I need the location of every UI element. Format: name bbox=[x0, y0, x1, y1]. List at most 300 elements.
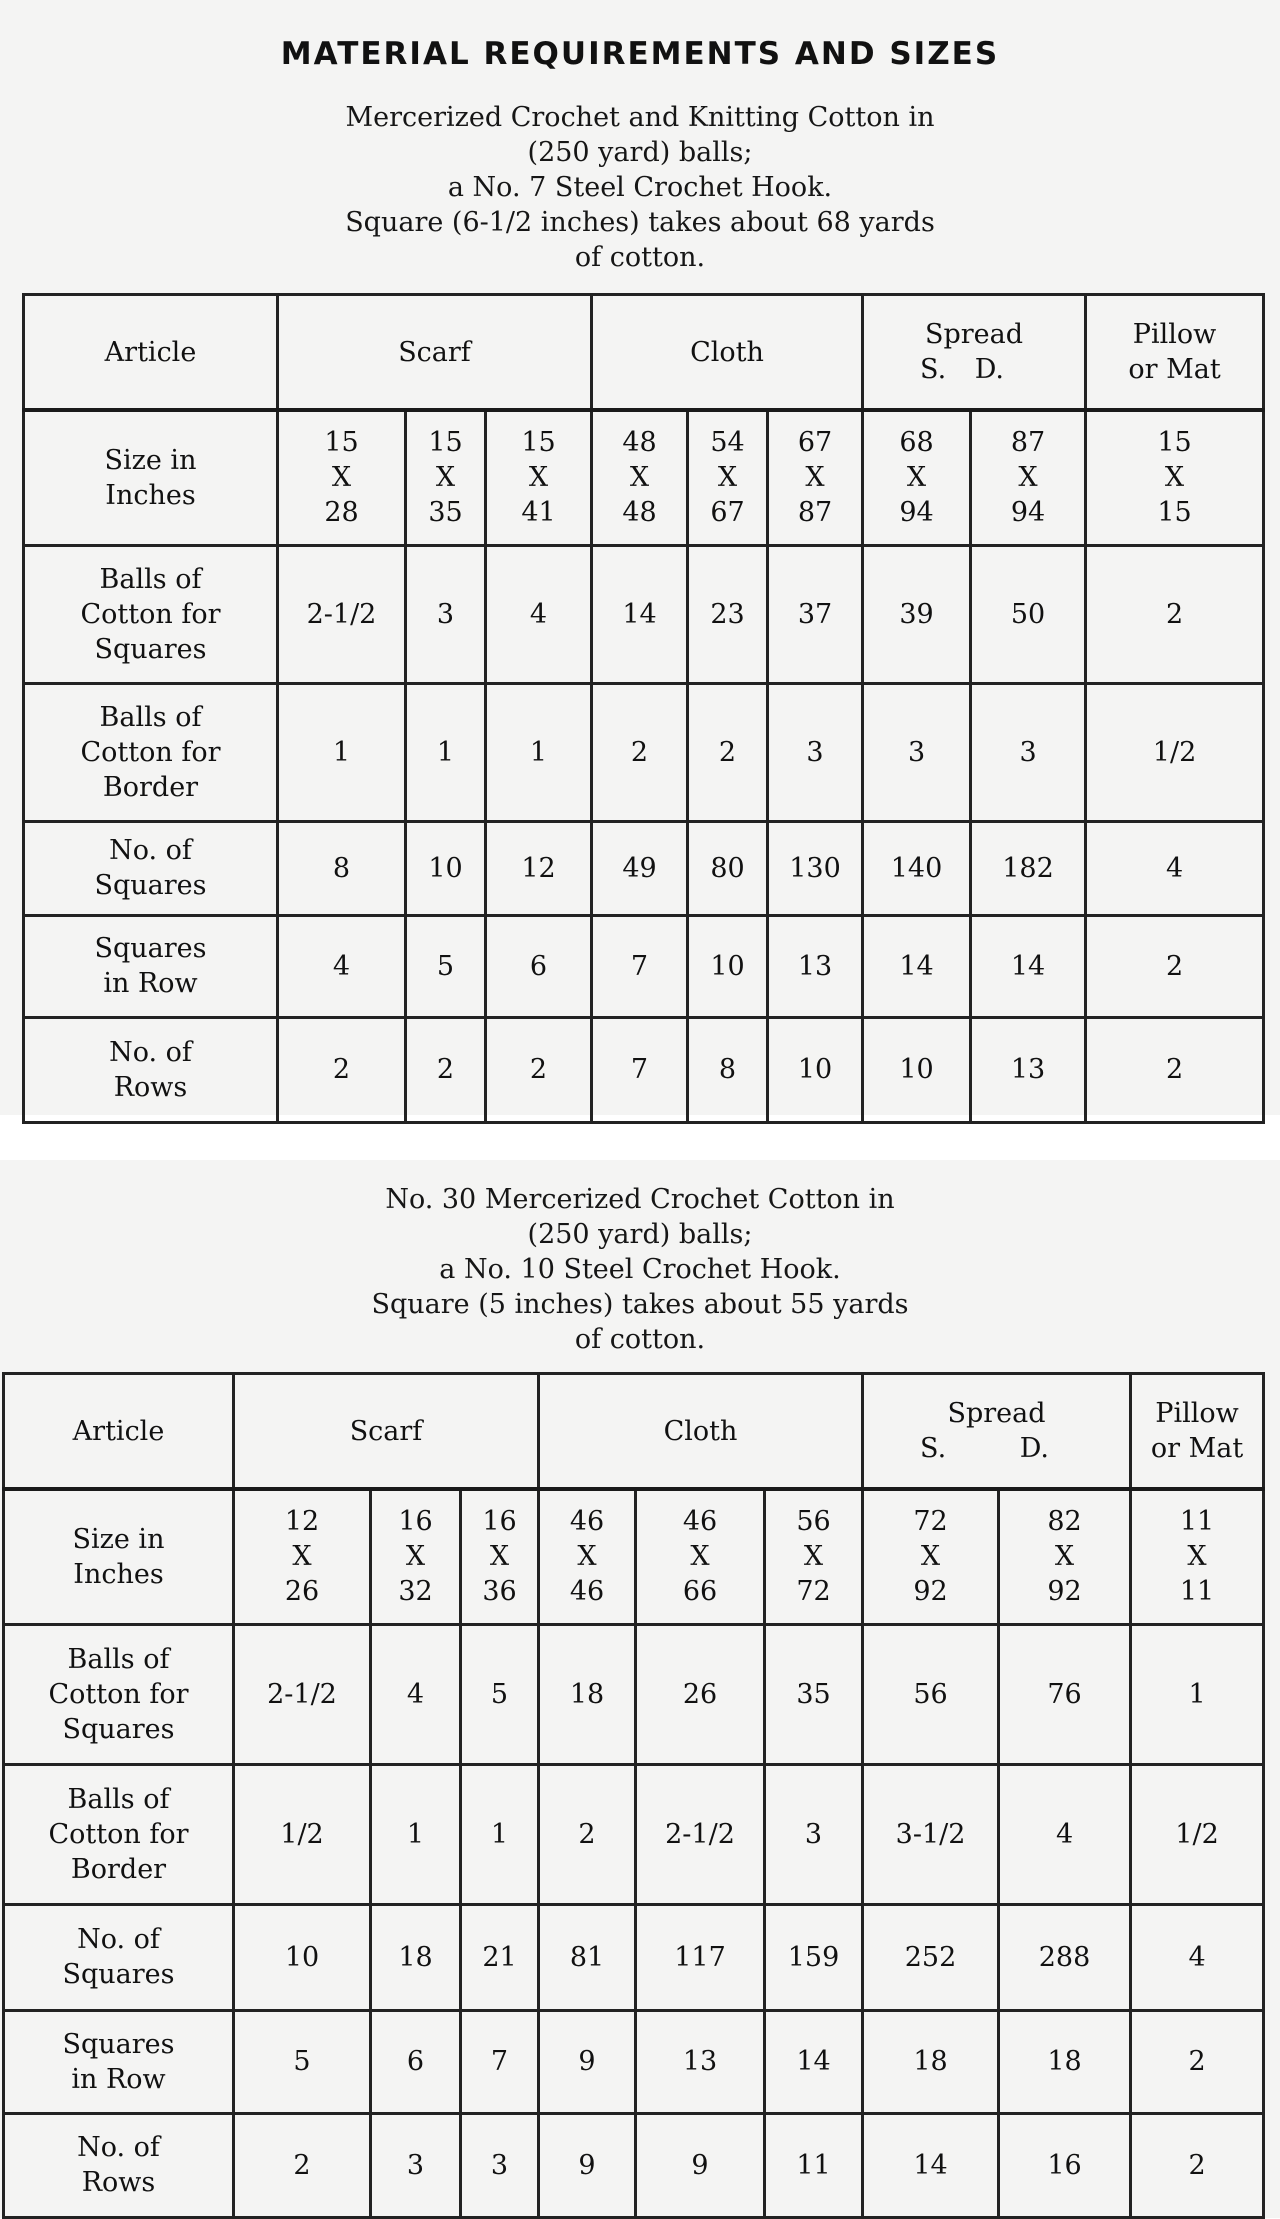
table-cell-line: 1 bbox=[406, 1818, 425, 1850]
page-title: MATERIAL REQUIREMENTS AND SIZES bbox=[280, 36, 1000, 72]
table-cell-line: 3 bbox=[490, 2149, 509, 2181]
table-cell-line: 2 bbox=[332, 1054, 351, 1085]
table-cell-line: 2 bbox=[1188, 2149, 1206, 2181]
table-cell-line: 1 bbox=[529, 736, 548, 768]
table-cell-line: 12 bbox=[521, 852, 556, 884]
table-cell-line: 18 bbox=[1047, 2046, 1082, 2077]
table-cell-line: 4 bbox=[1165, 852, 1184, 884]
table-cell bbox=[768, 1017, 863, 1122]
row-label-line: Size in bbox=[72, 1523, 165, 1555]
table-cell-line: 13 bbox=[1010, 1054, 1046, 1085]
intro-line: a No. 7 Steel Crochet Hook. bbox=[447, 172, 833, 203]
table-cell bbox=[688, 915, 768, 1017]
table-cell-line: 2 bbox=[1165, 950, 1184, 982]
table-cell-line: 15 bbox=[1157, 497, 1192, 529]
section-2-intro bbox=[0, 1182, 1280, 1357]
table-cell-line: X bbox=[577, 1541, 597, 1573]
table-row bbox=[24, 1017, 1264, 1122]
intro-line: No. 30 Mercerized Crochet Cotton in bbox=[385, 1184, 895, 1215]
table-cell bbox=[768, 545, 863, 683]
row-label-line: Rows bbox=[81, 2167, 156, 2198]
table-cell bbox=[539, 2113, 636, 2217]
table-cell-line: 10 bbox=[710, 950, 745, 982]
table-cell-line: 2 bbox=[578, 1818, 596, 1850]
header-spread-sd bbox=[864, 1431, 1129, 1466]
intro-line: Square (6-1/2 inches) takes about 68 yards bbox=[345, 207, 935, 238]
table-cell-line: X bbox=[331, 462, 352, 494]
header-pillow-line: Pillow bbox=[1155, 1398, 1239, 1429]
table-cell-line: X bbox=[690, 1541, 710, 1573]
table-cell bbox=[234, 1624, 371, 1764]
table-cell bbox=[278, 683, 406, 821]
table-cell bbox=[863, 1764, 999, 1904]
table-cell-line: 4 bbox=[406, 1678, 425, 1710]
table-cell-line: 16 bbox=[482, 1506, 517, 1538]
table-cell-line: 26 bbox=[284, 1576, 320, 1608]
table-cell bbox=[636, 2113, 765, 2217]
table-cell-line: 14 bbox=[796, 2046, 831, 2077]
row-label bbox=[4, 1624, 234, 1764]
row-label-line: Squares bbox=[62, 1713, 175, 1745]
table-cell bbox=[461, 1489, 539, 1624]
header-pillow bbox=[1086, 295, 1264, 411]
table-cell bbox=[371, 1764, 461, 1904]
table-cell bbox=[863, 1624, 999, 1764]
table-cell-line: 7 bbox=[490, 2046, 509, 2077]
table-cell-line: 36 bbox=[482, 1576, 517, 1608]
table-cell bbox=[486, 1017, 592, 1122]
table-cell-line: 26 bbox=[682, 1678, 718, 1710]
table-cell-line: 16 bbox=[1047, 2149, 1082, 2181]
section-2 bbox=[0, 1160, 1280, 2218]
table-cell-line: 13 bbox=[682, 2046, 718, 2077]
table-cell bbox=[406, 545, 486, 683]
table-cell-line: 10 bbox=[284, 1941, 320, 1973]
table-cell-line: 66 bbox=[682, 1576, 718, 1608]
table-cell-line: 9 bbox=[578, 2046, 596, 2077]
table-cell bbox=[1131, 2010, 1264, 2113]
table-cell bbox=[971, 410, 1086, 545]
table-cell-line: 2 bbox=[436, 1054, 455, 1085]
table-cell-line: X bbox=[1187, 1541, 1207, 1573]
table-cell-line: 1/2 bbox=[1152, 736, 1197, 768]
table-cell bbox=[278, 1017, 406, 1122]
table-cell-line: 18 bbox=[913, 2046, 948, 2077]
table-cell bbox=[863, 2113, 999, 2217]
intro-line: of cotton. bbox=[574, 242, 706, 273]
row-label-line: Squares bbox=[62, 2028, 175, 2060]
table-cell bbox=[863, 545, 971, 683]
table-cell bbox=[1131, 1764, 1264, 1904]
table-cell-line: 80 bbox=[710, 852, 745, 884]
table-row bbox=[4, 1624, 1264, 1764]
intro-line: a No. 10 Steel Crochet Hook. bbox=[439, 1254, 841, 1285]
table-cell-line: 56 bbox=[796, 1506, 831, 1538]
table-cell bbox=[636, 1624, 765, 1764]
table-cell-line: 5 bbox=[293, 2046, 311, 2077]
table-cell-line: 81 bbox=[569, 1941, 605, 1973]
table-cell bbox=[688, 1017, 768, 1122]
table-cell-line: X bbox=[1018, 462, 1038, 494]
table-cell-line: 37 bbox=[797, 598, 833, 630]
table-cell bbox=[765, 1764, 863, 1904]
row-label bbox=[24, 545, 278, 683]
table-cell bbox=[486, 683, 592, 821]
table-cell bbox=[486, 545, 592, 683]
table-cell-line: 9 bbox=[578, 2149, 596, 2181]
table-cell bbox=[371, 2113, 461, 2217]
row-label-line: Border bbox=[70, 1853, 167, 1885]
row-label-line: Rows bbox=[113, 1071, 188, 1103]
table-cell bbox=[863, 1017, 971, 1122]
table-cell-line: 3 bbox=[436, 598, 455, 630]
table-cell bbox=[636, 2010, 765, 2113]
row-label bbox=[24, 821, 278, 915]
table-cell bbox=[1131, 1904, 1264, 2010]
row-label-line: in Row bbox=[103, 968, 198, 999]
table-cell-line: 48 bbox=[622, 497, 657, 529]
row-label-line: Balls of bbox=[67, 1643, 170, 1675]
table-cell bbox=[539, 1624, 636, 1764]
table-cell bbox=[371, 1904, 461, 2010]
table-cell bbox=[636, 1904, 765, 2010]
table-cell-line: 1 bbox=[332, 736, 351, 768]
header-pillow-line: Pillow bbox=[1132, 319, 1217, 350]
header-spread-d: D. bbox=[1019, 1433, 1050, 1464]
table-cell bbox=[234, 1489, 371, 1624]
row-label-line: Border bbox=[102, 771, 199, 803]
table-cell-line: 94 bbox=[899, 497, 934, 529]
table-cell-line: 35 bbox=[428, 497, 463, 529]
table-cell bbox=[1086, 410, 1264, 545]
row-label-line: Cotton for bbox=[48, 1678, 189, 1710]
header-spread bbox=[863, 295, 1086, 411]
table-cell bbox=[592, 545, 688, 683]
table-cell-line: 82 bbox=[1047, 1506, 1082, 1538]
table-cell bbox=[486, 915, 592, 1017]
table-cell-line: 11 bbox=[1179, 1576, 1215, 1608]
table-cell-line: X bbox=[1054, 1541, 1075, 1573]
table-cell-line: X bbox=[528, 462, 549, 494]
table-cell-line: 56 bbox=[913, 1678, 948, 1710]
table-cell-line: 10 bbox=[899, 1054, 934, 1085]
table-cell-line: 14 bbox=[899, 950, 934, 982]
table-cell bbox=[1131, 1489, 1264, 1624]
table-cell-line: 87 bbox=[797, 497, 833, 529]
table-cell-line: 46 bbox=[569, 1506, 605, 1538]
header-spread bbox=[863, 1374, 1131, 1490]
table-cell-line: 7 bbox=[630, 1054, 649, 1085]
table-cell-line: 1/2 bbox=[280, 1818, 324, 1850]
table-cell bbox=[371, 1624, 461, 1764]
table-cell bbox=[765, 1624, 863, 1764]
header-pillow bbox=[1131, 1374, 1264, 1490]
table-row bbox=[24, 821, 1264, 915]
table-cell bbox=[863, 915, 971, 1017]
table-cell bbox=[765, 1904, 863, 2010]
table-cell bbox=[863, 1489, 999, 1624]
requirements-table-1 bbox=[22, 293, 1265, 1124]
table-cell-line: 3 bbox=[806, 736, 824, 768]
table-cell-line: 1 bbox=[436, 736, 455, 768]
table-cell-line: 28 bbox=[324, 497, 359, 529]
table-cell-line: 3 bbox=[406, 2149, 425, 2181]
table-cell-line: 8 bbox=[718, 1054, 737, 1085]
table-cell bbox=[592, 683, 688, 821]
table-cell bbox=[234, 2010, 371, 2113]
table-cell bbox=[999, 1764, 1131, 1904]
row-label bbox=[24, 683, 278, 821]
table-cell bbox=[765, 2113, 863, 2217]
table-cell bbox=[539, 1489, 636, 1624]
row-label bbox=[24, 410, 278, 545]
table-cell-line: X bbox=[629, 462, 650, 494]
table-cell bbox=[234, 1764, 371, 1904]
intro-line: Square (5 inches) takes about 55 yards bbox=[371, 1289, 909, 1320]
intro-line: Mercerized Crochet and Knitting Cotton in bbox=[345, 102, 935, 133]
table-cell-line: 94 bbox=[1010, 497, 1046, 529]
row-label-line: Balls of bbox=[99, 563, 202, 595]
row-label bbox=[4, 2113, 234, 2217]
table-cell bbox=[1086, 545, 1264, 683]
table-cell-line: 3-1/2 bbox=[895, 1818, 966, 1850]
table-cell bbox=[999, 1624, 1131, 1764]
table-cell bbox=[278, 545, 406, 683]
header-row bbox=[4, 1374, 1264, 1490]
row-label-line: Squares bbox=[62, 1959, 175, 1990]
table-cell-line: X bbox=[1164, 462, 1185, 494]
table-row bbox=[24, 410, 1264, 545]
table-cell-line: 1 bbox=[490, 1818, 509, 1850]
table-cell-line: 2 bbox=[1165, 598, 1184, 630]
table-cell-line: 67 bbox=[710, 497, 745, 529]
table-cell bbox=[371, 1489, 461, 1624]
table-cell-line: 72 bbox=[796, 1576, 831, 1608]
table-cell-line: 252 bbox=[904, 1941, 957, 1973]
table-cell bbox=[1086, 915, 1264, 1017]
table-cell-line: 32 bbox=[398, 1576, 433, 1608]
table-cell bbox=[461, 1904, 539, 2010]
table-cell bbox=[863, 821, 971, 915]
table-cell-line: 140 bbox=[890, 852, 943, 884]
table-cell-line: 2 bbox=[293, 2149, 311, 2181]
table-cell-line: X bbox=[906, 462, 927, 494]
table-cell bbox=[406, 683, 486, 821]
table-cell bbox=[592, 915, 688, 1017]
section-1-intro bbox=[0, 100, 1280, 275]
header-scarf: Scarf bbox=[234, 1374, 539, 1490]
table-cell bbox=[1086, 683, 1264, 821]
table-cell bbox=[999, 2113, 1131, 2217]
table-cell-line: X bbox=[920, 1541, 941, 1573]
table-cell-line: 41 bbox=[521, 497, 556, 529]
header-spread-s: S. bbox=[920, 354, 947, 385]
table-row bbox=[24, 915, 1264, 1017]
header-row bbox=[24, 295, 1264, 411]
table-cell-line: 4 bbox=[529, 598, 548, 630]
table-cell-line: 23 bbox=[710, 598, 745, 630]
table-cell-line: X bbox=[803, 1541, 824, 1573]
table-cell bbox=[371, 2010, 461, 2113]
table-cell-line: 3 bbox=[804, 1818, 823, 1850]
table-cell bbox=[539, 2010, 636, 2113]
table-cell-line: 2 bbox=[1188, 2046, 1206, 2077]
table-cell-line: 6 bbox=[406, 2046, 425, 2077]
row-label-line: Inches bbox=[73, 1558, 164, 1590]
header-cloth: Cloth bbox=[539, 1374, 863, 1490]
table-cell bbox=[768, 915, 863, 1017]
table-cell-line: 54 bbox=[710, 427, 745, 459]
row-label-line: Size in bbox=[104, 444, 197, 476]
table-cell-line: X bbox=[292, 1541, 312, 1573]
table-cell bbox=[592, 1017, 688, 1122]
table-cell-line: 2 bbox=[529, 1054, 548, 1085]
table-cell bbox=[971, 915, 1086, 1017]
table-cell bbox=[971, 1017, 1086, 1122]
table-cell-line: 8 bbox=[332, 852, 351, 884]
table-cell-line: 15 bbox=[521, 427, 556, 459]
row-label-line: Inches bbox=[105, 479, 196, 511]
header-scarf: Scarf bbox=[278, 295, 592, 411]
header-article: Article bbox=[4, 1374, 234, 1490]
row-label bbox=[4, 1904, 234, 2010]
header-pillow-line: or Mat bbox=[1150, 1433, 1244, 1464]
table-row bbox=[4, 2113, 1264, 2217]
table-cell-line: 14 bbox=[1010, 950, 1046, 982]
table-cell bbox=[234, 1904, 371, 2010]
table-cell bbox=[999, 1489, 1131, 1624]
row-label-line: Squares bbox=[94, 633, 207, 665]
table-cell-line: 130 bbox=[789, 852, 841, 884]
table-cell-line: X bbox=[717, 462, 738, 494]
table-cell-line: 288 bbox=[1038, 1941, 1091, 1973]
table-cell-line: 14 bbox=[622, 598, 657, 630]
header-article: Article bbox=[24, 295, 278, 411]
table-cell bbox=[863, 683, 971, 821]
table-cell-line: 15 bbox=[1157, 427, 1192, 459]
table-cell-line: 159 bbox=[787, 1941, 840, 1973]
table-cell-line: 2-1/2 bbox=[306, 598, 377, 630]
table-cell-line: 7 bbox=[630, 950, 649, 982]
table-cell bbox=[539, 1904, 636, 2010]
table-cell bbox=[863, 1904, 999, 2010]
header-cloth: Cloth bbox=[592, 295, 863, 411]
table-cell-line: 50 bbox=[1010, 598, 1046, 630]
header-pillow-line: or Mat bbox=[1128, 354, 1221, 385]
row-label-line: Balls of bbox=[99, 701, 202, 733]
table-cell-line: X bbox=[805, 462, 825, 494]
table-cell-line: 3 bbox=[1019, 736, 1037, 768]
table-cell-line: 6 bbox=[529, 950, 548, 982]
table-cell bbox=[234, 2113, 371, 2217]
table-cell-line: 4 bbox=[1055, 1818, 1074, 1850]
table-cell-line: 76 bbox=[1047, 1678, 1082, 1710]
row-label bbox=[4, 2010, 234, 2113]
intro-line: of cotton. bbox=[574, 1324, 706, 1355]
table-cell bbox=[863, 410, 971, 545]
table-cell bbox=[971, 821, 1086, 915]
header-spread-sd bbox=[864, 352, 1084, 387]
table-cell-line: 117 bbox=[674, 1941, 726, 1973]
table-row bbox=[4, 1489, 1264, 1624]
table-cell-line: X bbox=[435, 462, 456, 494]
table-cell bbox=[768, 410, 863, 545]
table-cell-line: 10 bbox=[797, 1054, 833, 1085]
table-cell-line: 92 bbox=[913, 1576, 948, 1608]
row-label-line: Balls of bbox=[67, 1783, 170, 1815]
table-cell-line: 2-1/2 bbox=[267, 1678, 337, 1710]
table-cell-line: 48 bbox=[622, 427, 657, 459]
table-row bbox=[4, 2010, 1264, 2113]
table-cell-line: 49 bbox=[622, 852, 657, 884]
table-row bbox=[4, 1764, 1264, 1904]
table-cell-line: 16 bbox=[398, 1506, 433, 1538]
table-cell-line: 4 bbox=[1188, 1941, 1206, 1973]
table-cell bbox=[636, 1489, 765, 1624]
table-cell-line: 15 bbox=[428, 427, 463, 459]
table-cell bbox=[765, 2010, 863, 2113]
table-cell bbox=[971, 683, 1086, 821]
table-cell-line: 13 bbox=[797, 950, 833, 982]
table-cell-line: 46 bbox=[682, 1506, 718, 1538]
row-label bbox=[24, 915, 278, 1017]
table-cell-line: 1 bbox=[1188, 1678, 1206, 1710]
table-cell-line: 5 bbox=[436, 950, 455, 982]
table-cell bbox=[688, 410, 768, 545]
table-cell-line: 9 bbox=[691, 2149, 709, 2181]
table-cell bbox=[999, 1904, 1131, 2010]
table-row bbox=[24, 683, 1264, 821]
table-cell bbox=[592, 821, 688, 915]
table-cell bbox=[688, 821, 768, 915]
table-cell bbox=[863, 2010, 999, 2113]
row-label-line: No. of bbox=[77, 2132, 160, 2163]
row-label-line: in Row bbox=[71, 2063, 166, 2095]
table-cell bbox=[461, 1764, 539, 1904]
table-cell-line: 2 bbox=[630, 736, 649, 768]
row-label-line: No. of bbox=[109, 835, 192, 866]
table-cell-line: 3 bbox=[907, 736, 926, 768]
header-spread-d: D. bbox=[974, 354, 1005, 385]
table-cell-line: 18 bbox=[569, 1678, 605, 1710]
table-cell bbox=[486, 821, 592, 915]
table-cell-line: 2 bbox=[718, 736, 737, 768]
table-cell-line: 12 bbox=[284, 1506, 320, 1538]
table-row bbox=[4, 1904, 1264, 2010]
table-cell bbox=[971, 545, 1086, 683]
table-cell-line: 10 bbox=[428, 852, 463, 884]
row-label bbox=[4, 1764, 234, 1904]
table-cell-line: X bbox=[489, 1541, 510, 1573]
table-cell bbox=[1131, 2113, 1264, 2217]
table-cell-line: 68 bbox=[899, 427, 934, 459]
table-cell-line: 21 bbox=[482, 1941, 517, 1973]
table-cell bbox=[486, 410, 592, 545]
row-label-line: Cotton for bbox=[80, 598, 221, 630]
row-label-line: Cotton for bbox=[80, 736, 221, 768]
row-label-line: Squares bbox=[94, 870, 207, 901]
table-cell-line: 182 bbox=[1002, 852, 1054, 884]
table-cell bbox=[461, 1624, 539, 1764]
table-cell bbox=[768, 683, 863, 821]
table-cell bbox=[406, 821, 486, 915]
table-cell-line: 46 bbox=[569, 1576, 605, 1608]
intro-line: (250 yard) balls; bbox=[527, 137, 753, 168]
row-label bbox=[4, 1489, 234, 1624]
table-cell-line: 72 bbox=[913, 1506, 948, 1538]
table-cell-line: 15 bbox=[324, 427, 359, 459]
table-cell-line: 39 bbox=[899, 598, 934, 630]
